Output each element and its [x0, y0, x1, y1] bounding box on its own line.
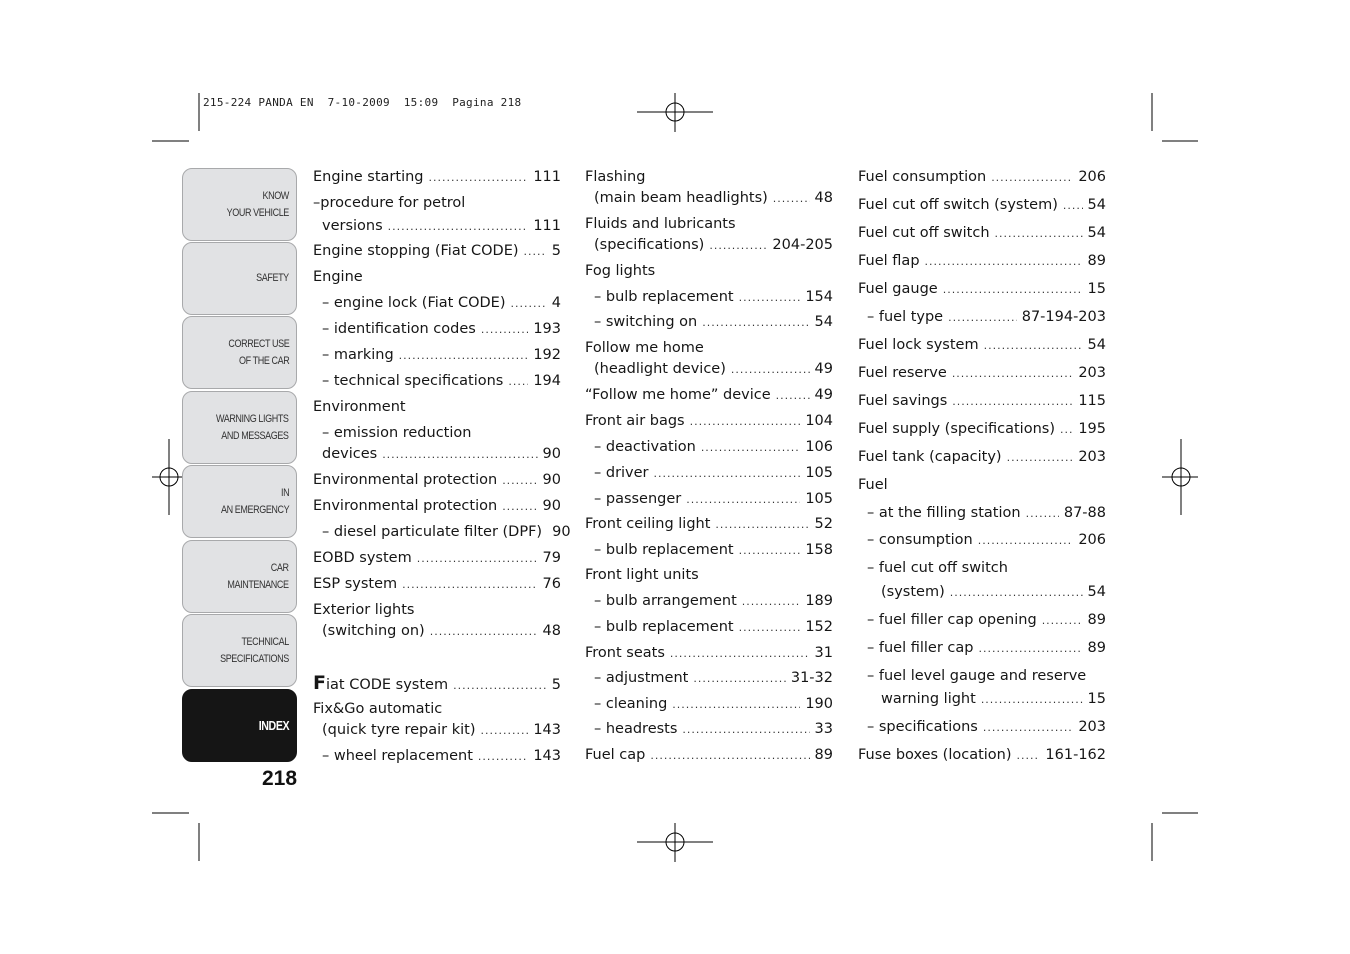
section-initial: F [313, 672, 326, 694]
entry-label: Front seats [585, 645, 665, 661]
index-entry [313, 717, 561, 743]
entry-label: Front light units [585, 567, 699, 583]
dot-leader [382, 442, 537, 468]
tab-label: SAFETY [256, 272, 289, 284]
entry-page: 33 [814, 721, 833, 737]
entry-page: 5 [551, 677, 561, 693]
dot-leader [983, 715, 1073, 741]
tab-label: CAR MAINTENANCE [227, 561, 289, 591]
entry-page: 158 [805, 542, 833, 558]
entry-page: 194 [533, 373, 561, 389]
entry-label: – bulb replacement [594, 619, 734, 635]
dot-leader [742, 589, 801, 615]
tab-label: TECHNICAL SPECIFICATIONS [220, 635, 289, 665]
entry-page: 154 [805, 289, 833, 305]
index-entry [858, 714, 1106, 740]
dot-leader [481, 317, 528, 343]
entry-page: 4 [551, 295, 561, 311]
index-entry [313, 316, 561, 342]
entry-label: versions [322, 218, 383, 234]
entry-page: 89 [1087, 612, 1106, 628]
tab-safety[interactable] [182, 242, 297, 315]
entry-page: 190 [805, 696, 833, 712]
entry-page: 31-32 [790, 670, 833, 686]
entry-page: 54 [1087, 225, 1106, 241]
dot-leader [686, 487, 800, 513]
entry-label: Fuse boxes (location) [858, 747, 1012, 763]
entry-page: 89 [1087, 253, 1106, 269]
tab-label: IN AN EMERGENCY [220, 486, 289, 516]
dot-leader [925, 249, 1083, 275]
dot-leader [417, 546, 538, 572]
entry-page: 31 [814, 645, 833, 661]
tab-label: WARNING LIGHTS AND MESSAGES [216, 412, 289, 442]
index-entry [585, 614, 833, 640]
entry-label: (system) [881, 584, 945, 600]
dot-leader [709, 233, 767, 259]
dot-leader [1042, 608, 1083, 634]
entry-page: 87-88 [1063, 505, 1106, 521]
entry-label: Fuel tank (capacity) [858, 449, 1002, 465]
index-entry [313, 519, 571, 545]
index-entry [585, 691, 833, 717]
entry-label: – diesel particulate filter (DPF) [322, 524, 543, 540]
dot-leader [690, 409, 801, 435]
tab-warning-lights[interactable] [182, 391, 297, 464]
entry-label: – marking [322, 347, 394, 363]
dot-leader [776, 383, 810, 409]
entry-label: Engine stopping (Fiat CODE) [313, 243, 519, 259]
entry-label: Follow me home [585, 340, 704, 356]
dot-leader [978, 528, 1074, 554]
entry-label: Fuel [858, 477, 888, 493]
dot-leader [739, 285, 801, 311]
entry-label: Fiat CODE system [313, 672, 449, 694]
dot-leader [388, 214, 529, 240]
entry-label: – switching on [594, 314, 698, 330]
entry-page: 89 [814, 747, 833, 763]
entry-page: 111 [533, 169, 561, 185]
entry-label: (quick tyre repair kit) [322, 722, 476, 738]
entry-label: – consumption [867, 532, 973, 548]
dot-leader [991, 165, 1073, 191]
index-entry [313, 264, 561, 290]
dot-leader [995, 221, 1083, 247]
dot-leader [510, 291, 546, 317]
dot-leader [952, 389, 1073, 415]
dot-leader [1060, 417, 1073, 443]
entry-label: Front ceiling light [585, 516, 711, 532]
entry-label: Fuel flap [858, 253, 920, 269]
index-entry [858, 192, 1106, 218]
dot-leader [402, 572, 537, 598]
dot-leader [1017, 743, 1041, 769]
entry-page: 189 [805, 593, 833, 609]
index-entry [313, 368, 561, 394]
page-number: 218 [262, 767, 298, 790]
tab-car-maintenance[interactable] [182, 540, 297, 613]
index-entry [313, 290, 561, 316]
dot-leader [481, 718, 529, 744]
dot-leader [650, 743, 809, 769]
dot-leader [524, 239, 547, 265]
entry-page: 143 [533, 722, 561, 738]
entry-page: 206 [1078, 532, 1106, 548]
index-entry [858, 742, 1106, 768]
entry-page: 87-194-203 [1021, 309, 1106, 325]
entry-label: – driver [594, 465, 649, 481]
index-entry [858, 579, 1106, 605]
entry-page: 204-205 [772, 237, 833, 253]
entry-label: – bulb arrangement [594, 593, 737, 609]
index-entry [585, 382, 833, 408]
index-entry [585, 537, 833, 563]
entry-label: Flashing [585, 169, 646, 185]
entry-label: Fuel consumption [858, 169, 987, 185]
tab-label: INDEX [258, 718, 289, 733]
index-entry [585, 716, 833, 742]
entry-page: 105 [805, 465, 833, 481]
index-entry [858, 416, 1106, 442]
index-entry [585, 562, 833, 588]
dot-leader [429, 165, 529, 191]
entry-label: – technical specifications [322, 373, 504, 389]
entry-label: Fuel lock system [858, 337, 979, 353]
index-entry [313, 238, 561, 264]
index-entry [585, 185, 833, 211]
index-entry [858, 686, 1106, 712]
dot-leader [731, 357, 810, 383]
index-entry [313, 545, 561, 571]
entry-page: 206 [1078, 169, 1106, 185]
entry-label: (specifications) [594, 237, 705, 253]
entry-label: Engine [313, 269, 363, 285]
entry-label: Front air bags [585, 413, 685, 429]
index-entry [585, 742, 833, 768]
entry-page: 5 [551, 243, 561, 259]
entry-label: Fuel cut off switch (system) [858, 197, 1058, 213]
entry-label: Fuel reserve [858, 365, 947, 381]
entry-label: Fuel supply (specifications) [858, 421, 1055, 437]
registration-mark-top [637, 93, 713, 132]
entry-page: 203 [1078, 365, 1106, 381]
dot-leader [430, 619, 538, 645]
entry-page: 54 [1087, 197, 1106, 213]
index-entry [585, 258, 833, 284]
entry-page: 89 [1087, 640, 1106, 656]
entry-page: 90 [542, 498, 561, 514]
entry-label: – fuel cut off switch [867, 560, 1008, 576]
tab-technical-specifications[interactable] [182, 614, 297, 687]
entry-label: – wheel replacement [322, 748, 473, 764]
entry-page: 54 [1087, 337, 1106, 353]
index-entry [858, 304, 1106, 330]
dot-leader [508, 369, 528, 395]
dot-leader [948, 305, 1017, 331]
dot-leader [682, 717, 809, 743]
dot-leader [670, 641, 810, 667]
index-entry [858, 276, 1106, 302]
entry-label: –procedure for petrol [313, 195, 466, 211]
entry-label: – fuel filler cap [867, 640, 974, 656]
index-entry [585, 588, 833, 614]
tab-index[interactable] [182, 689, 297, 762]
dot-leader [502, 468, 537, 494]
index-entry [313, 618, 561, 644]
entry-label: Exterior lights [313, 602, 415, 618]
entry-page: 48 [814, 190, 833, 206]
index-entry [585, 309, 833, 335]
tab-in-an-emergency[interactable] [182, 465, 297, 538]
index-entry [585, 356, 833, 382]
index-entry [858, 500, 1106, 526]
entry-label: “Follow me home” device [585, 387, 771, 403]
entry-page: 115 [1078, 393, 1106, 409]
registration-mark-right [1162, 439, 1198, 515]
entry-label: Environmental protection [313, 498, 498, 514]
entry-label: Fluids and lubricants [585, 216, 736, 232]
index-entry [585, 460, 833, 486]
entry-label: Fog lights [585, 263, 656, 279]
index-entry [585, 486, 833, 512]
entry-label: – engine lock (Fiat CODE) [322, 295, 506, 311]
entry-label: – passenger [594, 491, 682, 507]
entry-label: – adjustment [594, 670, 689, 686]
entry-label: Engine starting [313, 169, 424, 185]
entry-page: 54 [1087, 584, 1106, 600]
index-entry [585, 434, 833, 460]
index-entry [858, 360, 1106, 386]
dot-leader [984, 333, 1083, 359]
index-entry [858, 332, 1106, 358]
index-entry [313, 743, 561, 769]
entry-page: 203 [1078, 719, 1106, 735]
entry-label: (main beam headlights) [594, 190, 768, 206]
dot-leader [978, 636, 1082, 662]
index-entry [585, 284, 833, 310]
index-entry [313, 467, 561, 493]
registration-mark-bottom [637, 823, 713, 862]
entry-label: – at the filling station [867, 505, 1021, 521]
print-header: 215-224 PANDA EN 7-10-2009 15:09 Pagina 218 [203, 96, 522, 109]
dot-leader [1007, 445, 1074, 471]
entry-label: – bulb replacement [594, 542, 734, 558]
dot-leader [478, 744, 528, 770]
dot-leader [672, 692, 800, 718]
index-entry [313, 342, 561, 368]
index-entry [313, 164, 561, 190]
dot-leader [739, 538, 801, 564]
entry-page: 90 [542, 446, 561, 462]
entry-label: – deactivation [594, 439, 696, 455]
index-entry [858, 607, 1106, 633]
entry-page: 76 [542, 576, 561, 592]
dot-leader [739, 615, 801, 641]
entry-label: Environment [313, 399, 406, 415]
dot-leader [1063, 193, 1083, 219]
dot-leader [952, 361, 1074, 387]
entry-label: – cleaning [594, 696, 668, 712]
entry-label: EOBD system [313, 550, 412, 566]
dot-leader [399, 343, 529, 369]
entry-page: 143 [533, 748, 561, 764]
entry-page: 152 [805, 619, 833, 635]
entry-page: 195 [1078, 421, 1106, 437]
entry-page: 104 [805, 413, 833, 429]
entry-page: 54 [814, 314, 833, 330]
entry-label: Fuel savings [858, 393, 948, 409]
entry-page: 15 [1087, 691, 1106, 707]
dot-leader [943, 277, 1083, 303]
tab-label: CORRECT USE OF THE CAR [228, 337, 289, 367]
entry-label: – identification codes [322, 321, 476, 337]
dot-leader [702, 310, 809, 336]
dot-leader [981, 687, 1083, 713]
entry-page: 15 [1087, 281, 1106, 297]
entry-label: (headlight device) [594, 361, 726, 377]
entry-label: – fuel type [867, 309, 944, 325]
entry-label: – bulb replacement [594, 289, 734, 305]
index-entry [313, 441, 561, 467]
tab-correct-use[interactable] [182, 316, 297, 389]
entry-label: Environmental protection [313, 472, 498, 488]
index-entry [585, 232, 833, 258]
index-entry [313, 213, 561, 239]
index-entry [313, 571, 561, 597]
entry-label: – emission reduction [322, 425, 472, 441]
entry-page: 79 [542, 550, 561, 566]
index-entry [858, 164, 1106, 190]
index-entry [313, 644, 561, 670]
entry-page: 203 [1078, 449, 1106, 465]
dot-leader [1026, 501, 1059, 527]
entry-label: (switching on) [322, 623, 425, 639]
index-entry [858, 444, 1106, 470]
entry-page: 193 [533, 321, 561, 337]
entry-page: 90 [552, 524, 571, 540]
dot-leader [715, 512, 809, 538]
entry-label: – headrests [594, 721, 678, 737]
entry-page: 49 [814, 387, 833, 403]
entry-page: 106 [805, 439, 833, 455]
index-entry [858, 555, 1106, 581]
index-entry [858, 635, 1106, 661]
index-entry [858, 527, 1106, 553]
index-entry [585, 511, 833, 537]
entry-page: 48 [542, 623, 561, 639]
entry-label: – fuel level gauge and reserve [867, 668, 1087, 684]
index-entry [585, 665, 833, 691]
entry-page: 49 [814, 361, 833, 377]
entry-label: Fuel cap [585, 747, 646, 763]
index-entry [313, 394, 561, 420]
entry-label: – specifications [867, 719, 978, 735]
index-entry [313, 493, 561, 519]
tab-know-your-vehicle[interactable] [182, 168, 297, 241]
entry-page: 90 [542, 472, 561, 488]
dot-leader [773, 186, 810, 212]
index-entry [858, 220, 1106, 246]
index-entry [858, 472, 1106, 498]
tab-label: KNOW YOUR VEHICLE [226, 189, 289, 219]
entry-page: 161-162 [1045, 747, 1106, 763]
entry-page: 52 [814, 516, 833, 532]
entry-page: 192 [533, 347, 561, 363]
entry-label: devices [322, 446, 378, 462]
dot-leader [654, 461, 801, 487]
index-entry [585, 408, 833, 434]
entry-label: ESP system [313, 576, 398, 592]
entry-page: 105 [805, 491, 833, 507]
index-entry [858, 248, 1106, 274]
dot-leader [701, 435, 801, 461]
dot-leader [950, 580, 1083, 606]
entry-label: Fix&Go automatic [313, 701, 443, 717]
entry-label: – fuel filler cap opening [867, 612, 1037, 628]
index-entry [858, 388, 1106, 414]
index-entry [313, 670, 561, 696]
entry-label: warning light [881, 691, 976, 707]
entry-label: Fuel gauge [858, 281, 938, 297]
index-entry [585, 640, 833, 666]
entry-label: Fuel cut off switch [858, 225, 990, 241]
dot-leader [502, 494, 537, 520]
entry-page: 111 [533, 218, 561, 234]
dot-leader [693, 666, 786, 692]
